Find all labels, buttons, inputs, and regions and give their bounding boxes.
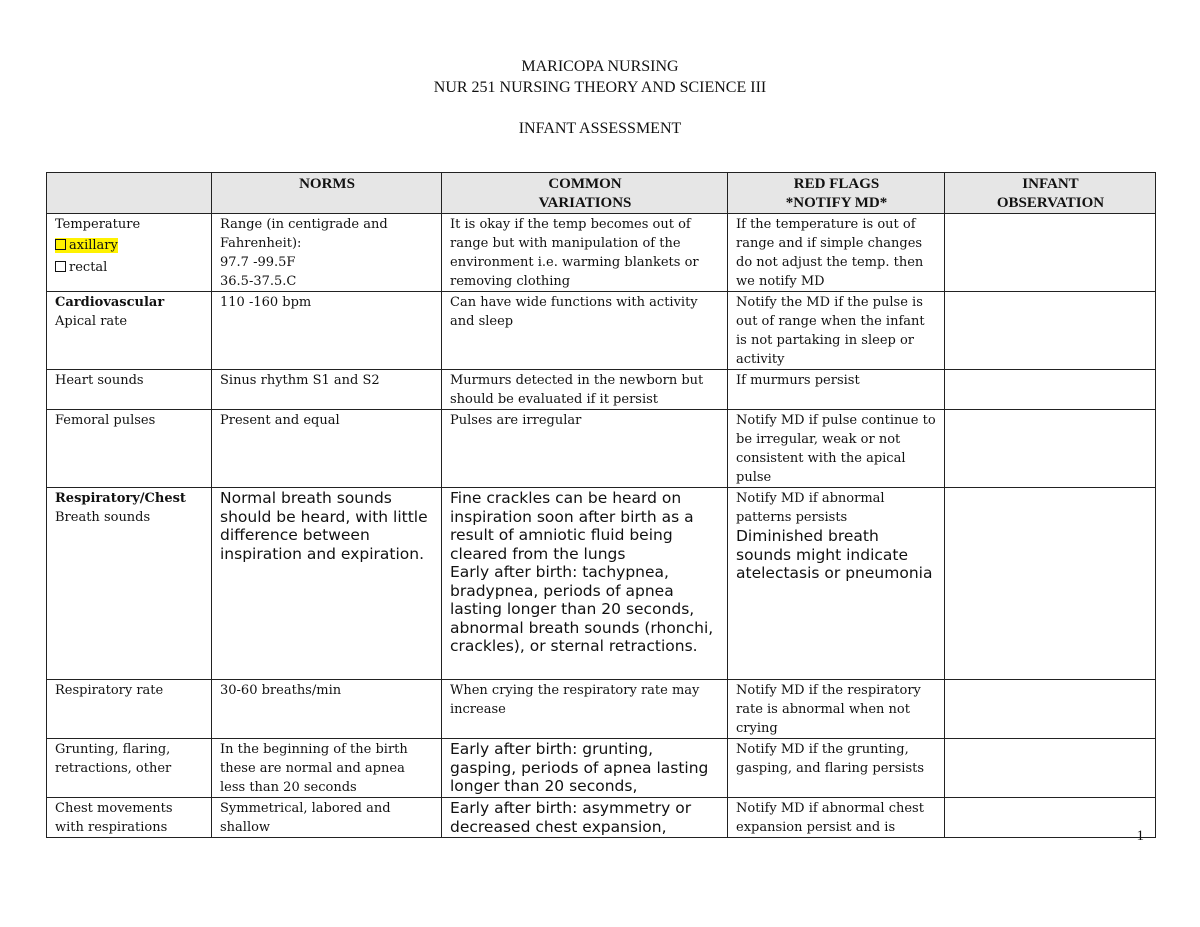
row-label-heart: Heart sounds <box>47 370 212 410</box>
table-row <box>47 214 1156 292</box>
header-title: INFANT ASSESSMENT <box>518 120 682 137</box>
row-label-femoral: Femoral pulses <box>47 410 212 488</box>
header-cell-red-flags: RED FLAGS *NOTIFY MD* <box>728 173 945 214</box>
heart-observation[interactable] <box>945 370 1156 410</box>
heart-common: Murmurs detected in the newborn but should be evaluated if it persist <box>442 370 728 410</box>
femoral-common: Pulses are irregular <box>442 410 728 488</box>
table-row <box>47 680 1156 739</box>
cardio-norms: 110 -160 bpm <box>212 292 442 370</box>
row-label-rate: Respiratory rate <box>47 680 212 739</box>
header-course: NUR 251 NURSING THEORY AND SCIENCE III <box>433 79 767 96</box>
checkbox-icon <box>55 261 66 272</box>
rate-red-flags: Notify MD if the respiratory rate is abnormal when not crying <box>728 680 945 739</box>
header-cell-norms: NORMS <box>212 173 442 214</box>
rate-common: When crying the respiratory rate may increase <box>442 680 728 739</box>
femoral-observation[interactable] <box>945 410 1156 488</box>
document-header <box>0 56 1200 139</box>
chest-norms: Symmetrical, labored and shallow <box>212 798 442 838</box>
chest-observation[interactable] <box>945 798 1156 838</box>
grunting-norms: In the beginning of the birth these are normal and apnea less than 20 seconds <box>212 739 442 798</box>
rate-observation[interactable] <box>945 680 1156 739</box>
heart-norms: Sinus rhythm S1 and S2 <box>212 370 442 410</box>
table-row <box>47 410 1156 488</box>
header-cell-common: COMMON VARIATIONS <box>442 173 728 214</box>
chest-common: Early after birth: asymmetry or decreased chest expansion, <box>442 798 728 838</box>
table-row <box>47 798 1156 838</box>
page-number: 1 <box>1136 828 1144 844</box>
cardio-red-flags: Notify the MD if the pulse is out of range when the infant is not partaking in sleep or activity <box>728 292 945 370</box>
heart-red-flags: If murmurs persist <box>728 370 945 410</box>
temperature-observation[interactable] <box>945 214 1156 292</box>
row-label-chest: Chest movements with respirations <box>47 798 212 838</box>
table-header-row <box>47 173 1156 214</box>
assessment-table <box>46 172 1156 838</box>
resp-red-flags: Notify MD if abnormal patterns persists Diminished breath sounds might indicate atelectasis or pneumonia <box>728 488 945 680</box>
temperature-red-flags: If the temperature is out of range and if simple changes do not adjust the temp. then we notify MD <box>728 214 945 292</box>
resp-observation[interactable] <box>945 488 1156 680</box>
header-school: MARICOPA NURSING <box>521 58 679 75</box>
resp-common: Fine crackles can be heard on inspiration soon after birth as a result of amniotic fluid being cleared from the lungs Early after birth: tachypnea, bradypnea, periods of apnea lasting longer than 20 seconds, abnormal breath sounds (rhonchi, crackles), or sternal retractions. <box>442 488 728 680</box>
cardio-common: Can have wide functions with activity and sleep <box>442 292 728 370</box>
chest-red-flags: Notify MD if abnormal chest expansion persist and is <box>728 798 945 838</box>
table-row <box>47 370 1156 410</box>
row-label-cardio: Cardiovascular Apical rate <box>47 292 212 370</box>
table-row <box>47 488 1156 680</box>
grunting-red-flags: Notify MD if the grunting, gasping, and flaring persists <box>728 739 945 798</box>
table-row <box>47 739 1156 798</box>
grunting-observation[interactable] <box>945 739 1156 798</box>
rectal-option[interactable]: rectal <box>55 258 204 277</box>
temperature-norms: Range (in centigrade and Fahrenheit): 97.7 -99.5F 36.5-37.5.C <box>212 214 442 292</box>
row-label-grunting: Grunting, flaring, retractions, other <box>47 739 212 798</box>
rate-norms: 30-60 breaths/min <box>212 680 442 739</box>
row-label-temperature: Temperature axillary rectal <box>47 214 212 292</box>
header-cell-blank <box>47 173 212 214</box>
header-cell-infant: INFANT OBSERVATION <box>945 173 1156 214</box>
cardio-observation[interactable] <box>945 292 1156 370</box>
row-label-resp: Respiratory/Chest Breath sounds <box>47 488 212 680</box>
resp-norms: Normal breath sounds should be heard, with little difference between inspiration and expiration. <box>212 488 442 680</box>
femoral-norms: Present and equal <box>212 410 442 488</box>
axillary-option[interactable]: axillary <box>55 238 118 253</box>
grunting-common: Early after birth: grunting, gasping, periods of apnea lasting longer than 20 seconds, <box>442 739 728 798</box>
femoral-red-flags: Notify MD if pulse continue to be irregular, weak or not consistent with the apical pulse <box>728 410 945 488</box>
temperature-common: It is okay if the temp becomes out of range but with manipulation of the environment i.e. warming blankets or removing clothing <box>442 214 728 292</box>
checkbox-icon <box>55 239 66 250</box>
table-row <box>47 292 1156 370</box>
